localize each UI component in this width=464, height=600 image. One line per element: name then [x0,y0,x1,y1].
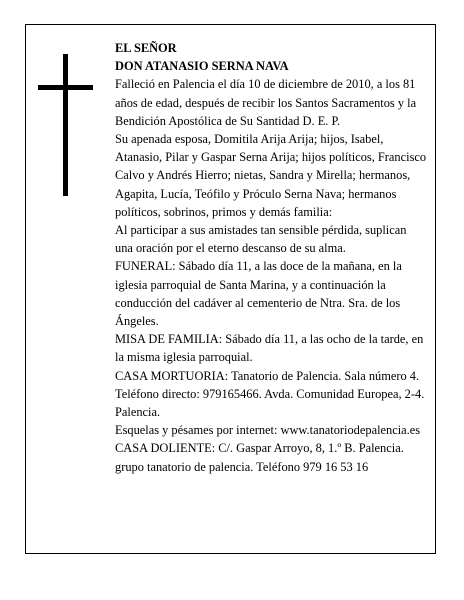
family-mass-info: MISA DE FAMILIA: Sábado día 11, a las ocho de la tarde, en la misma iglesia parroquial. [115,332,424,365]
cross-horizontal-bar [38,85,93,90]
deceased-name: DON ATANASIO SERNA NAVA [115,59,289,74]
obituary-heading: EL SEÑOR [115,41,177,55]
cross-vertical-bar [63,54,68,196]
funeral-info: FUNERAL: Sábado día 11, a las doce de la mañana, en la iglesia parroquial de Santa Marina, y a continuación la conducción del cadáver al cementerio de Ntra. Sra. de los Ángeles. [115,259,402,329]
family-list: Su apenada esposa, Domitila Arija Arija; hijos, Isabel, Atanasio, Pilar y Gaspar Serna Arija; hijos políticos, Francisco Calvo y Andrés Hierro; nietas, Sandra y Mirella; hermanos, Agapita, Lucía, Teófilo y Próculo Serna Nava; hermanos políticos, sobrinos, primos y demás familia: [115,132,427,219]
obituary-text [115,39,427,476]
internet-condolences: Esquelas y pésames por internet: www.tanatoriodepalencia.es [115,423,421,438]
funeral-home-contact: grupo tanatorio de palencia. Teléfono 979 16 53 16 [115,459,369,474]
prayer-request: Al participar a sus amistades tan sensible pérdida, suplican una oración por el eterno descanso de su alma. [115,223,407,256]
family-home-address: CASA DOLIENTE: C/. Gaspar Arroyo, 8, 1.º B. Palencia. [115,441,404,456]
death-announcement: Falleció en Palencia el día 10 de diciembre de 2010, a los 81 años de edad, después de recibir los Santos Sacramentos y la Bendición Apostólica de Su Santidad D. E. P. [115,77,417,128]
mortuary-info: CASA MORTUORIA: Tanatorio de Palencia. Sala número 4. Teléfono directo: 979165466. Avda. Comunidad Europea, 2-4. Palencia. [115,368,425,420]
